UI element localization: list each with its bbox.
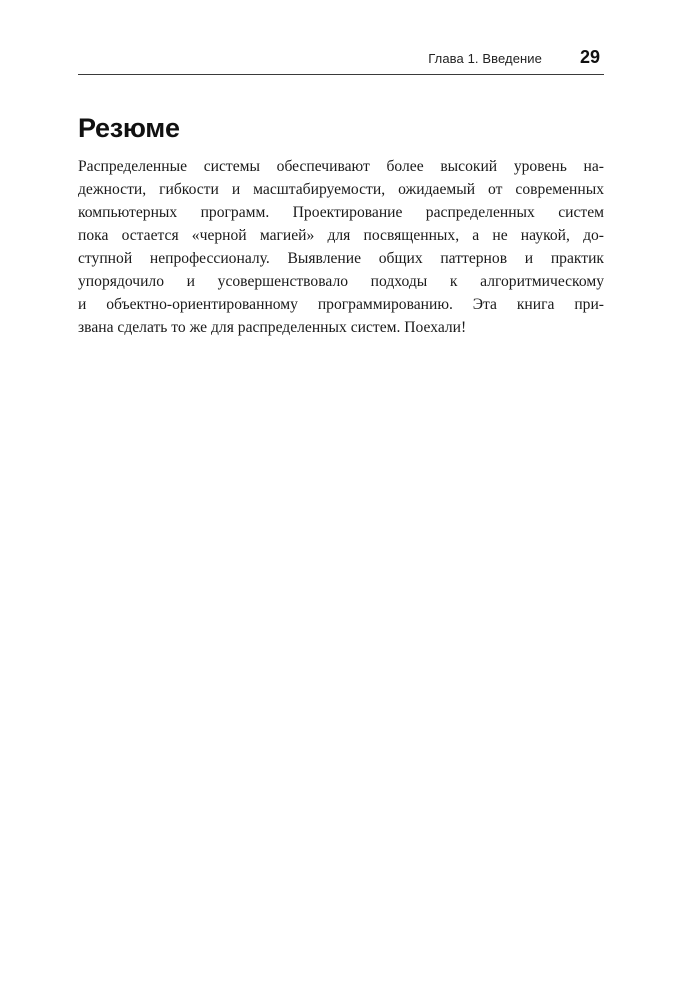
body-paragraph: [78, 155, 604, 339]
page-number: 29: [579, 47, 600, 67]
paragraph-line: и объектно-ориентированному программированию. Эта книга при-: [78, 296, 604, 313]
paragraph-line: дежности, гибкости и масштабируемости, ожидаемый от современных: [78, 181, 604, 198]
paragraph-line: компьютерных программ. Проектирование распределенных систем: [78, 204, 604, 221]
section-title: Резюме: [78, 113, 180, 143]
paragraph-line: звана сделать то же для распределенных систем. Поехали!: [78, 319, 467, 336]
paragraph-line: Распределенные системы обеспечивают более высокий уровень на-: [78, 158, 604, 175]
chapter-title: Глава 1. Введение: [428, 51, 542, 66]
paragraph-line: упорядочило и усовершенствовало подходы к алгоритмическому: [78, 273, 604, 290]
running-header: [78, 48, 604, 75]
paragraph-line: ступной непрофессионалу. Выявление общих паттернов и практик: [78, 250, 604, 267]
paragraph-line: пока остается «черной магией» для посвященных, а не наукой, до-: [78, 227, 604, 244]
